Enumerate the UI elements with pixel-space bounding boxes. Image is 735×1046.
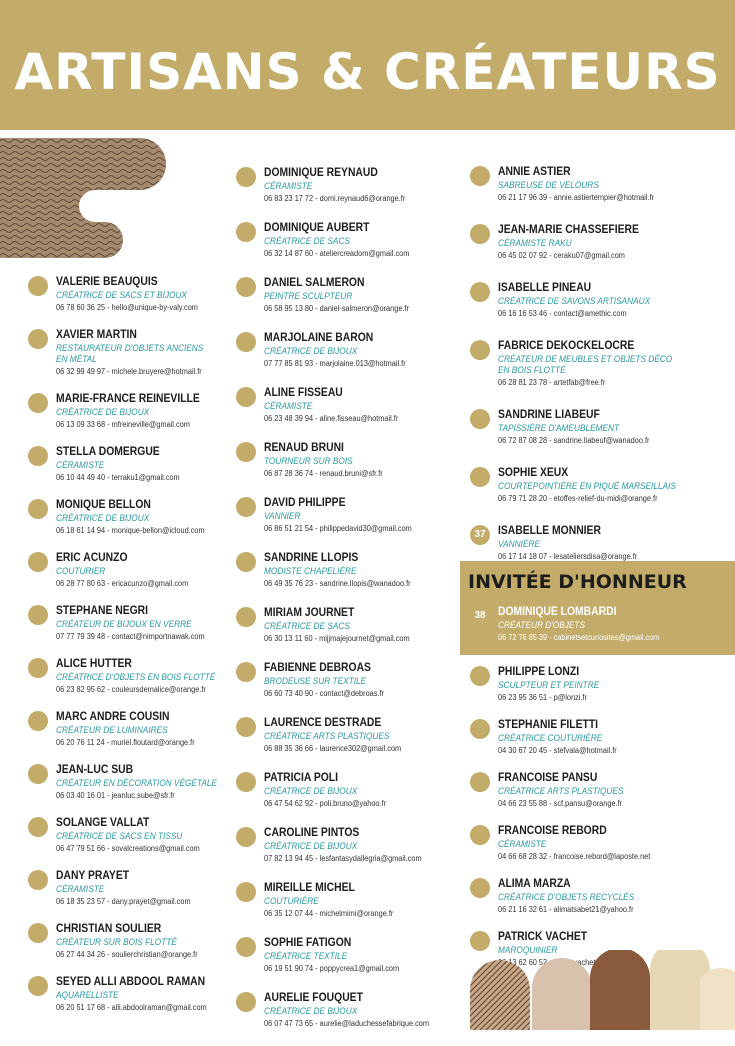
artisan-entry xyxy=(236,221,443,259)
bullet-dot xyxy=(470,931,490,951)
artisan-contact: 06 20 76 11 24 - muriel.floutard@orange.fr xyxy=(56,738,195,747)
artisan-craft: CRÉATEUR DE LUMINAIRES xyxy=(56,725,168,735)
artisan-craft: CRÉATRICE DE BIJOUX xyxy=(264,1006,358,1016)
artisan-contact: 06 27 44 34 26 - soulierchristian@orange.fr xyxy=(56,950,198,959)
guest-of-honor-entry xyxy=(470,605,673,643)
guest-of-honor-entry-wrap xyxy=(470,605,673,643)
artisan-entry xyxy=(28,710,231,748)
artisan-name: VALERIE BEAUQUIS xyxy=(56,276,158,288)
artisan-contact: 06 13 09 33 68 - mfreineville@gmail.com xyxy=(56,420,190,429)
artisan-name: XAVIER MARTIN xyxy=(56,329,137,341)
artisan-craft: CRÉATRICE DE BIJOUX xyxy=(264,346,358,356)
artisan-entry xyxy=(236,606,443,644)
bullet-dot xyxy=(28,923,48,943)
artisan-name: STEPHANE NEGRI xyxy=(56,605,149,617)
artisan-contact: 06 03 40 16 01 - jeanluc.sube@sfr.fr xyxy=(56,791,175,800)
artisan-entry xyxy=(236,441,443,479)
bullet-dot xyxy=(470,719,490,739)
artisan-entry xyxy=(28,975,231,1013)
artisan-entry xyxy=(236,166,443,204)
artisan-craft: CRÉATRICE TEXTILE xyxy=(264,951,348,961)
artisan-craft: CRÉATRICE DE BIJOUX xyxy=(264,786,358,796)
bullet-dot xyxy=(470,166,490,186)
artisan-craft: COURTEPOINTIÈRE EN PIQUÉ MARSEILLAIS xyxy=(498,481,676,491)
artisan-contact: 06 18 35 23 57 - dany.prayet@gmail.com xyxy=(56,897,191,906)
artisan-name: FRANCOISE PANSU xyxy=(498,772,598,784)
artisan-name: SANDRINE LIABEUF xyxy=(498,409,600,421)
artisan-name: DOMINIQUE REYNAUD xyxy=(264,167,378,179)
bullet-dot xyxy=(28,870,48,890)
bullet-dot xyxy=(236,662,256,682)
bullet-dot xyxy=(236,827,256,847)
artisan-entry xyxy=(236,276,443,314)
bullet-dot xyxy=(236,772,256,792)
artisan-craft: CRÉATEUR EN DÉCORATION VÉGÉTALE xyxy=(56,778,218,788)
bullet-dot xyxy=(470,467,490,487)
bullet-dot xyxy=(236,717,256,737)
artisan-craft: CRÉATEUR SUR BOIS FLOTTÉ xyxy=(56,937,177,947)
artisan-entry xyxy=(470,877,664,915)
artisan-craft: CRÉATRICE DE SAVONS ARTISANAUX xyxy=(498,296,651,306)
artisan-contact: 06 78 60 36 25 - hello@unique-by-valy.com xyxy=(56,303,198,312)
artisan-contact: 06 45 02 07 92 - ceraku07@gmail.com xyxy=(498,251,625,260)
artisan-craft: CÉRAMISTE xyxy=(264,181,313,191)
artisan-entry xyxy=(28,604,231,642)
bullet-dot xyxy=(236,497,256,517)
artisan-name: ISABELLE MONNIER xyxy=(498,525,601,537)
artisan-contact: 06 32 99 49 97 - michele.bruyere@hotmail.fr xyxy=(56,367,202,376)
artisan-entry xyxy=(28,392,231,430)
artisan-contact: 07 77 85 81 93 - marjolaine.013@hotmail.fr xyxy=(264,359,406,368)
artisan-name: DANIEL SALMERON xyxy=(264,277,365,289)
bullet-dot xyxy=(236,937,256,957)
artisan-craft: SCULPTEUR ET PEINTRE xyxy=(498,680,600,690)
artisan-entry xyxy=(28,498,231,536)
artisan-contact: 06 17 14 18 07 - lesateliersdisa@orange.fr xyxy=(498,552,638,561)
page-header xyxy=(0,0,735,130)
artisan-entry xyxy=(470,165,691,203)
artisan-name: DOMINIQUE LOMBARDI xyxy=(498,606,617,618)
bullet-dot xyxy=(470,340,490,360)
artisan-contact: 13 62 60 52 xyxy=(508,958,548,967)
artisan-entry xyxy=(470,281,691,319)
bullet-dot xyxy=(28,711,48,731)
bullet-dot xyxy=(28,499,48,519)
artisan-entry xyxy=(236,936,443,974)
artisan-name: ISABELLE PINEAU xyxy=(498,282,592,294)
artisan-column-3 xyxy=(470,165,691,582)
artisan-craft: TOURNEUR SUR BOIS xyxy=(264,456,353,466)
artisan-name: ERIC ACUNZO xyxy=(56,552,128,564)
artisan-entry xyxy=(28,922,231,960)
textile-swatches-decoration xyxy=(470,950,735,1030)
artisan-craft: CRÉATEUR D'OBJETS xyxy=(498,620,585,630)
bullet-dot xyxy=(28,764,48,784)
artisan-contact: 06 72 76 85 39 - cabinetsetcuriosites@gmail.com xyxy=(498,633,660,642)
artisan-entry xyxy=(470,339,691,388)
artisan-contact: 06 83 23 17 72 - domi.reynaud6@orange.fr xyxy=(264,194,406,203)
artisan-craft: CRÉATRICE DE BIJOUX xyxy=(56,407,150,417)
bullet-dot xyxy=(236,882,256,902)
bullet-dot xyxy=(28,552,48,572)
bullet-dot xyxy=(470,409,490,429)
artisan-contact: 06 47 54 62 92 - poli.bruno@yahoo.fr xyxy=(264,799,387,808)
artisan-entry xyxy=(236,551,443,589)
artisan-craft: CRÉATRICE D'OBJETS EN BOIS FLOTTÉ xyxy=(56,672,216,682)
artisan-contact: 06 58 95 13 80 - daniel-salmeron@orange.fr xyxy=(264,304,409,313)
bullet-dot xyxy=(236,992,256,1012)
artisan-contact: 06 88 35 36 66 - laurence302@gmail.com xyxy=(264,744,402,753)
artisan-contact: 06 60 73 40 90 - contact@debroas.fr xyxy=(264,689,385,698)
artisan-name: STEPHANIE FILETTI xyxy=(498,719,599,731)
artisan-name: MARC ANDRE COUSIN xyxy=(56,711,170,723)
artisan-name: MONIQUE BELLON xyxy=(56,499,151,511)
artisan-contact: 06 28 77 80 63 - ericacunzo@gmail.com xyxy=(56,579,189,588)
bullet-dot xyxy=(470,224,490,244)
artisan-name: FRANCOISE REBORD xyxy=(498,825,607,837)
bullet-dot xyxy=(236,387,256,407)
artisan-name: ALICE HUTTER xyxy=(56,658,132,670)
bullet-dot xyxy=(28,817,48,837)
artisan-contact: 06 10 44 49 40 - terraku1@gmail.com xyxy=(56,473,180,482)
artisan-contact: 06 86 51 21 54 - philippedavid30@gmail.com xyxy=(264,524,412,533)
artisan-entry xyxy=(28,657,231,695)
artisan-contact: 04 66 68 28 32 - francoise.rebord@laposte.net xyxy=(498,852,651,861)
artisan-name: PHILIPPE LONZI xyxy=(498,666,580,678)
bullet-dot xyxy=(470,282,490,302)
artisan-name: LAURENCE DESTRADE xyxy=(264,717,382,729)
artisan-craft: COUTURIÈRE xyxy=(264,896,319,906)
artisan-contact: 06 32 14 87 60 - ateliercreadom@gmail.com xyxy=(264,249,410,258)
artisan-craft: VANNIER xyxy=(264,511,301,521)
artisan-craft: CRÉATRICE DE BIJOUX xyxy=(264,841,358,851)
artisan-contact: 06 18 61 14 94 - monique-bellon@icloud.com xyxy=(56,526,205,535)
artisan-craft: SABREUSE DE VELOURS xyxy=(498,180,599,190)
artisan-name: JEAN-MARIE CHASSEFIERE xyxy=(498,224,639,236)
artisan-craft: CÉRAMISTE xyxy=(498,839,547,849)
artisan-craft: RESTAURATEUR D'OBJETS ANCIENS EN MÉTAL xyxy=(56,343,204,364)
artisan-entry xyxy=(470,718,664,756)
artisan-name: RENAUD BRUNI xyxy=(264,442,344,454)
bullet-dot xyxy=(236,332,256,352)
artisan-contact: 06 19 51 90 74 - poppycrea1@gmail.com xyxy=(264,964,400,973)
artisan-name: MIREILLE MICHEL xyxy=(264,882,355,894)
artisan-contact: 04 30 67 20 45 - stefvala@hotmail.fr xyxy=(498,746,617,755)
artisan-craft: VANNIÈRE xyxy=(498,539,540,549)
artisan-contact: 07 77 79 39 48 - contact@nimportnawak.com xyxy=(56,632,205,641)
artisan-entry xyxy=(28,275,231,313)
artisan-craft: CRÉATRICE DE SACS xyxy=(264,621,350,631)
artisan-craft: MAROQUINIER xyxy=(498,945,558,955)
artisan-contact: 06 23 95 36 51 - p@lonzi.fr xyxy=(498,693,587,702)
bullet-dot xyxy=(28,658,48,678)
artisan-name: DAVID PHILIPPE xyxy=(264,497,346,509)
artisan-entry xyxy=(470,771,664,809)
artisan-contact: 06 49 35 76 23 - sandrine.llopis@wanadoo.fr xyxy=(264,579,411,588)
wood-texture-decoration xyxy=(0,138,168,260)
artisan-entry xyxy=(236,386,443,424)
artisan-contact: 07 82 13 94 45 - lesfantasydallegria@gmail.com xyxy=(264,854,422,863)
artisan-entry xyxy=(236,716,443,754)
artisan-name: SOPHIE XEUX xyxy=(498,467,569,479)
artisan-entry xyxy=(236,826,443,864)
artisan-name: DANY PRAYET xyxy=(56,870,130,882)
artisan-craft: CRÉATRICE DE SACS EN TISSU xyxy=(56,831,183,841)
artisan-name: ALIMA MARZA xyxy=(498,878,571,890)
artisan-name: DOMINIQUE AUBERT xyxy=(264,222,370,234)
artisan-craft: CRÉATEUR DE BIJOUX EN VERRE xyxy=(56,619,192,629)
artisan-entry xyxy=(470,524,691,562)
artisan-contact: 06 20 51 17 68 - alli.abdoolraman@gmail.com xyxy=(56,1003,207,1012)
artisan-name: MARIE-FRANCE REINEVILLE xyxy=(56,393,200,405)
artisan-entry xyxy=(28,869,231,907)
artisan-craft: CRÉATRICE DE SACS ET BIJOUX xyxy=(56,290,187,300)
artisan-name: ANNIE ASTIER xyxy=(498,166,571,178)
bullet-dot xyxy=(470,825,490,845)
bullet-dot xyxy=(28,329,48,349)
artisan-name: PATRICK VACHET xyxy=(498,931,588,943)
artisan-craft: CRÉATRICE D'OBJETS RECYCLÉS xyxy=(498,892,635,902)
artisan-craft: CÉRAMISTE RAKU xyxy=(498,238,572,248)
artisan-entry xyxy=(28,763,231,801)
artisan-craft: AQUARELLISTE xyxy=(56,990,119,1000)
artisan-name: STELLA DOMERGUE xyxy=(56,446,160,458)
bullet-dot xyxy=(470,878,490,898)
artisan-name: SOLANGE VALLAT xyxy=(56,817,150,829)
artisan-name: SOPHIE FATIGON xyxy=(264,937,352,949)
artisan-craft: CRÉATRICE DE SACS xyxy=(264,236,350,246)
artisan-craft: CRÉATEUR DE MEUBLES ET OBJETS DÉCO EN BOIS FLOTTÉ xyxy=(498,354,673,375)
bullet-dot xyxy=(28,276,48,296)
artisan-name: PATRICIA POLI xyxy=(264,772,338,784)
bullet-dot xyxy=(236,222,256,242)
bullet-dot xyxy=(470,772,490,792)
bullet-dot xyxy=(236,167,256,187)
artisan-entry xyxy=(470,665,664,703)
artisan-entry xyxy=(28,816,231,854)
artisan-name: SANDRINE LLOPIS xyxy=(264,552,359,564)
artisan-name: ALINE FISSEAU xyxy=(264,387,343,399)
bullet-dot xyxy=(236,552,256,572)
artisan-craft: MODISTE CHAPELIÈRE xyxy=(264,566,357,576)
bullet-dot xyxy=(28,605,48,625)
artisan-craft: BRODEUSE SUR TEXTILE xyxy=(264,676,367,686)
artisan-entry xyxy=(470,824,664,862)
artisan-contact: 06 28 81 23 78 - artetfab@free.fr xyxy=(498,378,606,387)
page-title: ARTISANS & CRÉATEURS xyxy=(14,43,721,101)
artisan-contact: 06 23 48 39 94 - aline.fisseau@hotmail.fr xyxy=(264,414,399,423)
artisan-craft: CÉRAMISTE xyxy=(264,401,313,411)
artisan-craft: CRÉATRICE ARTS PLASTIQUES xyxy=(264,731,390,741)
artisan-craft: CÉRAMISTE xyxy=(56,884,105,894)
entry-number-badge: 38 xyxy=(470,606,490,626)
artisan-craft: CRÉATRICE COUTURIÈRE xyxy=(498,733,603,743)
artisan-entry xyxy=(470,466,691,504)
artisan-entry xyxy=(28,328,231,377)
artisan-name: AURELIE FOUQUET xyxy=(264,992,363,1004)
artisan-contact: 06 21 16 32 61 - alimatsabet21@yahoo.fr xyxy=(498,905,634,914)
artisan-name: MIRIAM JOURNET xyxy=(264,607,355,619)
artisan-name: MARJOLAINE BARON xyxy=(264,332,374,344)
artisan-contact: 06 21 17 96 39 - annie.astiertempier@hotmail.fr xyxy=(498,193,654,202)
artisan-contact: 06 30 13 11 60 - mijjmajejournet@gmail.com xyxy=(264,634,410,643)
artisan-craft: COUTURIER xyxy=(56,566,106,576)
artisan-craft: CRÉATRICE ARTS PLASTIQUES xyxy=(498,786,624,796)
artisan-name: JEAN-LUC SUB xyxy=(56,764,134,776)
artisan-contact: 06 07 47 73 65 - aurelie@laduchessefabrique.com xyxy=(264,1019,430,1028)
artisan-name: SEYED ALLI ABDOOL RAMAN xyxy=(56,976,206,988)
artisan-entry xyxy=(470,408,691,446)
artisan-entry xyxy=(28,551,231,589)
bullet-dot xyxy=(28,976,48,996)
artisan-contact: 06 35 12 07 44 - michelmimi@orange.fr xyxy=(264,909,394,918)
artisan-entry xyxy=(236,771,443,809)
artisan-craft: TAPISSIÈRE D'AMEUBLEMENT xyxy=(498,423,620,433)
bullet-dot xyxy=(236,277,256,297)
artisan-entry xyxy=(236,991,443,1029)
artisan-contact: 06 16 16 53 46 - contact@amethic.com xyxy=(498,309,627,318)
bullet-dot xyxy=(470,666,490,686)
artisan-entry xyxy=(470,223,691,261)
artisan-column-2 xyxy=(236,166,443,1046)
bullet-dot xyxy=(236,442,256,462)
artisan-entry xyxy=(28,445,231,483)
artisan-entry xyxy=(236,661,443,699)
artisan-name: FABIENNE DEBROAS xyxy=(264,662,371,674)
artisan-entry xyxy=(236,496,443,534)
artisan-entry xyxy=(236,881,443,919)
artisan-contact: 06 47 79 51 66 - sovalcreations@gmail.com xyxy=(56,844,200,853)
bullet-dot xyxy=(28,393,48,413)
bullet-dot xyxy=(28,446,48,466)
artisan-name: FABRICE DEKOCKELOCRE xyxy=(498,340,635,352)
artisan-contact: 06 79 71 28 20 - etoffes-relief-du-midi@orange.fr xyxy=(498,494,658,503)
artisan-contact: 06 23 82 95 62 - couleursdemalice@orange.fr xyxy=(56,685,206,694)
artisan-craft: PEINTRE SCULPTEUR xyxy=(264,291,353,301)
artisan-name: CAROLINE PINTOS xyxy=(264,827,360,839)
artisan-contact: 06 87 28 36 74 - renaud.bruni@sfr.fr xyxy=(264,469,383,478)
bullet-dot xyxy=(236,607,256,627)
entry-number-badge: 37 xyxy=(470,525,490,545)
artisan-column-1 xyxy=(28,275,231,1028)
artisan-craft: CÉRAMISTE xyxy=(56,460,105,470)
guest-of-honor-title: INVITÉE D'HONNEUR xyxy=(468,571,687,593)
artisan-craft: CRÉATRICE DE BIJOUX xyxy=(56,513,150,523)
artisan-contact: 04 66 23 55 88 - scf.pansu@orange.fr xyxy=(498,799,623,808)
artisan-column-3-continued xyxy=(470,665,664,983)
artisan-contact: 06 72 87 08 28 - sandrine.liabeuf@wanadoo.fr xyxy=(498,436,650,445)
artisan-name: CHRISTIAN SOULIER xyxy=(56,923,162,935)
artisan-entry xyxy=(236,331,443,369)
